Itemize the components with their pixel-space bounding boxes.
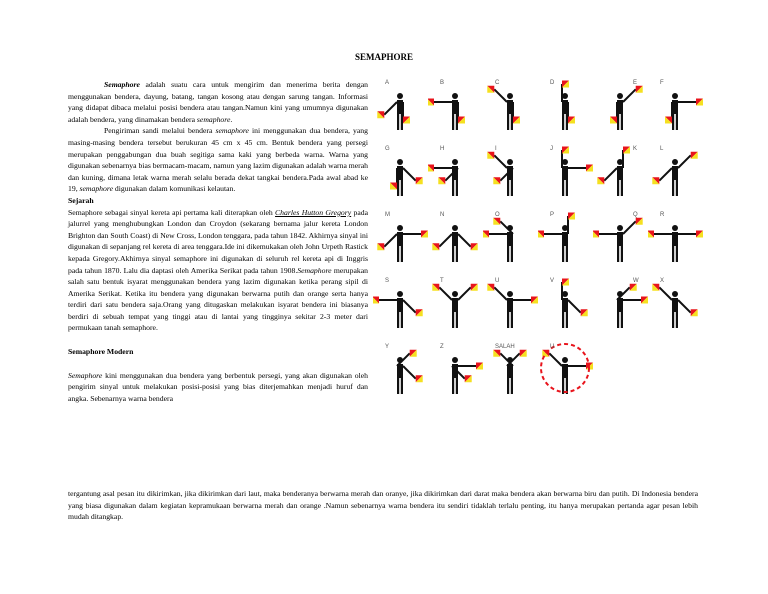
semaphore-signal-icon [373, 340, 428, 396]
semaphore-signal-icon [648, 208, 703, 264]
semaphore-letter-label: V [550, 278, 555, 284]
gregory-link[interactable]: Charles Hutton Gregory [275, 207, 352, 217]
semaphore-letter-cell [483, 340, 538, 396]
semaphore-letter-cell [428, 274, 483, 330]
semaphore-letter-cell [538, 274, 593, 330]
intro-paragraph: Semaphore adalah suatu cara untuk mengirim dan menerima berita dengan menggunakan bendera, dayung, batang, tangan kosong atau dengan sarung tangan. Informasi yang didapat dibaca melalui posisi bendera atau tangan.Namun kini yang umumnya digunakan adalah bendera, yang dinamakan bendera semaphore. [68, 80, 368, 124]
semaphore-letter-label: F [660, 80, 664, 86]
semaphore-letter-cell [428, 142, 483, 198]
semaphore-letter-cell [373, 274, 428, 330]
semaphore-letter-cell [593, 208, 648, 264]
semaphore-signal-icon [593, 76, 648, 132]
semaphore-letter-label: K [633, 146, 638, 152]
semaphore-signal-icon [373, 274, 428, 330]
semaphore-signal-icon [373, 76, 428, 132]
semaphore-letter-label: Z [440, 344, 444, 350]
semaphore-letter-cell [483, 142, 538, 198]
semaphore-signal-icon [538, 340, 593, 396]
semaphore-letter-cell [538, 76, 593, 132]
semaphore-letter-cell [373, 340, 428, 396]
semaphore-letter-cell [593, 76, 648, 132]
semaphore-letter-label: N [440, 212, 445, 218]
semaphore-letter-label: B [440, 80, 445, 86]
semaphore-letter-cell [593, 142, 648, 198]
semaphore-letter-label: J [550, 146, 553, 152]
semaphore-signal-icon [428, 208, 483, 264]
semaphore-alphabet-chart [373, 76, 703, 486]
semaphore-letter-label: Y [385, 344, 390, 350]
semaphore-signal-icon [428, 142, 483, 198]
semaphore-letter-cell [648, 208, 703, 264]
semaphore-letter-label: D [550, 80, 555, 86]
semaphore-letter-label: E [633, 80, 638, 86]
semaphore-letter-cell [538, 208, 593, 264]
semaphore-letter-label: O [495, 212, 500, 218]
semaphore-letter-label: Q [633, 212, 638, 218]
semaphore-letter-cell [648, 274, 703, 330]
left-column [68, 79, 368, 404]
history-paragraph: Semaphore sebagai sinyal kereta api pertama kali diterapkan oleh Charles Hutton Gregory pada jalurrel yang menghubungkan London dan Croydon (sekarang bernama jalur kereta London Brighton dan South Coast) di New Cross, London tenggara, pada tahun 1842. Akhirnya sinyal ini digunakan di sepanjang rel kereta di area tenggara.Ide ini dikemukakan oleh John Urpeth Rastick kepada Gregory.Akhirnya sinyal semaphore ini digunakan di seluruh rel kereta api di Inggris pada tahun 1870. Lalu dia daptasi oleh Amerika Serikat pada tahun 1908.Semaphore merupakan salah satu bentuk isyarat menggunakan bendera yang lazim digunakan ketika perang sipil di Amerika Serikat. Ketika itu bendera yang digunakan berwarna putih dan orange serta hanya terdiri dari satu bendera saja.Orang yang ditugaskan melakukan isyarat bendera ini biasanya berdiri di sebuah tempat yang tinggi atau di lantai yang tingginya sekitar 2-3 meter dari permukaan tanah semaphore. [68, 207, 368, 333]
flag-paragraph: Pengiriman sandi melalui bendera semaphore ini menggunakan dua bendera, yang masing-masing bendera tersebut berukuran 45 cm x 45 cm. Bentuk bendera yang persegi merupakan penggabungan dua buah segitiga sama kaki yang berbeda warna. Warna yang digunakan sebenarnya bias bermacam-macam, namun yang lazim digunakan adalah warna merah dan kuning, dimana letak warna merah selalu berada dekat tangkai bendera.Pada awal abad ke 19, semaphore digunakan dalam komunikasi kelautan. [68, 126, 368, 194]
semaphore-letter-label: T [440, 278, 444, 284]
semaphore-letter-cell [648, 76, 703, 132]
semaphore-letter-label: P [550, 212, 555, 218]
semaphore-signal-icon [593, 274, 648, 330]
modern-heading: Semaphore Modern [68, 347, 134, 357]
semaphore-letter-label: M [385, 212, 390, 218]
semaphore-letter-cell [373, 142, 428, 198]
semaphore-signal-icon [593, 208, 648, 264]
semaphore-letter-cell [428, 76, 483, 132]
modern-paragraph: Semaphore kini menggunakan dua bendera yang berbentuk persegi, yang akan digunakan oleh pengirim sinyal untuk melakukan posisi-posisi yang bias diterjemahkan menjadi huruf dan angka. Sebenarnya warna bendera [68, 370, 368, 403]
semaphore-letter-cell [483, 274, 538, 330]
semaphore-signal-icon [483, 142, 538, 198]
modern-paragraph-continued: tergantung asal pesan itu dikirimkan, jika dikirimkan dari laut, maka benderanya berwarna merah dan oranye, jika dikirimkan dari darat maka bendera akan berwarna biru dan putih. Di Indonesia bendera yang biasa digunakan dalam kegiatan kepramukaan berwarna merah dan orange .Namun sebenarnya warna bendera itu sendiri tidaklah terlalu penting, itu hanya merupakan pertanda agar pesan lebih mudah ditangkap. [68, 489, 698, 522]
semaphore-letter-cell [428, 208, 483, 264]
semaphore-letter-label: S [385, 278, 390, 284]
semaphore-letter-cell [428, 340, 483, 396]
semaphore-letter-label: I [495, 146, 497, 152]
semaphore-signal-icon [428, 76, 483, 132]
semaphore-signal-icon [483, 76, 538, 132]
semaphore-signal-icon [373, 142, 428, 198]
semaphore-letter-label: C [495, 80, 500, 86]
semaphore-signal-icon [538, 274, 593, 330]
semaphore-signal-icon [538, 76, 593, 132]
semaphore-letter-label: A [385, 80, 390, 86]
semaphore-signal-icon [593, 142, 648, 198]
semaphore-letter-label: G [385, 146, 390, 152]
semaphore-signal-icon [428, 340, 483, 396]
semaphore-letter-label: X [660, 278, 665, 284]
semaphore-letter-label: SALAH [495, 344, 515, 350]
semaphore-letter-cell [538, 142, 593, 198]
semaphore-letter-cell [648, 142, 703, 198]
semaphore-letter-label: R [660, 212, 665, 218]
semaphore-signal-icon [373, 208, 428, 264]
semaphore-letter-label: W [633, 278, 639, 284]
semaphore-signal-icon [483, 208, 538, 264]
page-title: SEMAPHORE [354, 52, 413, 62]
semaphore-signal-icon [648, 76, 703, 132]
semaphore-letter-label: H [440, 146, 445, 152]
semaphore-signal-icon [428, 274, 483, 330]
semaphore-letter-label: L [660, 146, 664, 152]
semaphore-letter-cell [373, 76, 428, 132]
semaphore-signal-icon [538, 208, 593, 264]
semaphore-signal-icon [648, 142, 703, 198]
semaphore-signal-icon [483, 274, 538, 330]
semaphore-letter-cell [483, 76, 538, 132]
history-heading: Sejarah [68, 195, 94, 205]
semaphore-letter-cell [538, 340, 593, 396]
semaphore-letter-cell [593, 274, 648, 330]
semaphore-letter-label: U [550, 344, 555, 350]
semaphore-signal-icon [648, 274, 703, 330]
semaphore-letter-cell [373, 208, 428, 264]
semaphore-letter-label: U [495, 278, 500, 284]
semaphore-letter-cell [483, 208, 538, 264]
semaphore-signal-icon [538, 142, 593, 198]
